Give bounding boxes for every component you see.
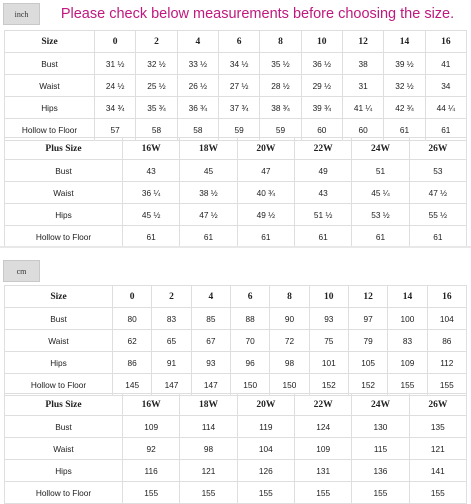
measurement-value-cell: 36 ¾ [177, 97, 218, 119]
measurement-value-cell: 75 [309, 330, 348, 352]
measurement-label-cell: Hips [5, 204, 123, 226]
measurement-value-cell: 121 [180, 460, 237, 482]
measurement-value-cell: 39 ¾ [301, 97, 342, 119]
size-header-cell: 22W [294, 394, 351, 416]
header-label-cell: Plus Size [5, 394, 123, 416]
measurement-value-cell: 59 [218, 119, 259, 141]
measurement-value-cell: 67 [191, 330, 230, 352]
size-table-cm-regular [4, 285, 467, 396]
measurement-value-cell: 44 ¼ [425, 97, 466, 119]
measurement-label-cell: Waist [5, 182, 123, 204]
table-row [5, 75, 467, 97]
table-header-row [5, 31, 467, 53]
size-header-cell: 14 [384, 31, 425, 53]
measurement-value-cell: 93 [191, 352, 230, 374]
measurement-value-cell: 147 [152, 374, 191, 396]
size-header-cell: 14 [388, 286, 427, 308]
measurement-value-cell: 49 [294, 160, 351, 182]
measurement-value-cell: 47 ½ [409, 182, 466, 204]
measurement-value-cell: 47 ½ [180, 204, 237, 226]
measurement-value-cell: 136 [352, 460, 409, 482]
measurement-value-cell: 40 ¾ [237, 182, 294, 204]
measurement-value-cell: 131 [294, 460, 351, 482]
table-row [5, 97, 467, 119]
measurement-value-cell: 79 [348, 330, 387, 352]
measurement-label-cell: Bust [5, 160, 123, 182]
size-header-cell: 22W [294, 138, 351, 160]
size-header-cell: 4 [177, 31, 218, 53]
size-header-cell: 18W [180, 394, 237, 416]
measurement-value-cell: 155 [388, 374, 427, 396]
measurement-value-cell: 41 [425, 53, 466, 75]
size-header-cell: 0 [113, 286, 152, 308]
table-header-row [5, 394, 467, 416]
measurement-value-cell: 61 [123, 226, 180, 248]
measurement-value-cell: 96 [230, 352, 269, 374]
measurement-value-cell: 47 [237, 160, 294, 182]
size-header-cell: 16W [123, 138, 180, 160]
measurement-value-cell: 58 [177, 119, 218, 141]
measurement-value-cell: 83 [388, 330, 427, 352]
size-header-cell: 16 [425, 31, 466, 53]
size-header-cell: 20W [237, 394, 294, 416]
unit-tab-inch [3, 3, 40, 25]
measurement-label-cell: Waist [5, 330, 113, 352]
measurement-value-cell: 155 [237, 482, 294, 504]
measurement-value-cell: 61 [237, 226, 294, 248]
measurement-value-cell: 53 [409, 160, 466, 182]
unit-label: inch [14, 9, 29, 19]
measurement-value-cell: 45 [180, 160, 237, 182]
measurement-value-cell: 135 [409, 416, 466, 438]
measurement-label-cell: Bust [5, 308, 113, 330]
measurement-value-cell: 61 [180, 226, 237, 248]
measurement-label-cell: Hollow to Floor [5, 374, 113, 396]
measurement-value-cell: 101 [309, 352, 348, 374]
measurement-value-cell: 104 [237, 438, 294, 460]
measurement-value-cell: 98 [180, 438, 237, 460]
measurement-value-cell: 31 [342, 75, 383, 97]
measurement-value-cell: 126 [237, 460, 294, 482]
measurement-value-cell: 150 [230, 374, 269, 396]
measurement-value-cell: 150 [270, 374, 309, 396]
measurement-value-cell: 57 [95, 119, 136, 141]
measurement-label-cell: Hollow to Floor [5, 119, 95, 141]
measurement-value-cell: 104 [427, 308, 466, 330]
measurement-value-cell: 43 [294, 182, 351, 204]
size-header-cell: 8 [260, 31, 301, 53]
table-row [5, 182, 467, 204]
measurement-value-cell: 27 ½ [218, 75, 259, 97]
measurement-value-cell: 90 [270, 308, 309, 330]
measurement-value-cell: 51 ½ [294, 204, 351, 226]
measurement-value-cell: 61 [294, 226, 351, 248]
size-header-cell: 16W [123, 394, 180, 416]
measurement-value-cell: 38 ¾ [260, 97, 301, 119]
header-label-cell: Size [5, 286, 113, 308]
measurement-value-cell: 145 [113, 374, 152, 396]
table-row [5, 53, 467, 75]
measurement-value-cell: 141 [409, 460, 466, 482]
measurement-value-cell: 130 [352, 416, 409, 438]
measurement-value-cell: 34 ¾ [95, 97, 136, 119]
measurement-value-cell: 72 [270, 330, 309, 352]
measurement-value-cell: 37 ¾ [218, 97, 259, 119]
measurement-value-cell: 36 ½ [301, 53, 342, 75]
measurement-value-cell: 35 ¾ [136, 97, 177, 119]
measurement-value-cell: 58 [136, 119, 177, 141]
plus-size-table-cm [4, 393, 467, 504]
measurement-value-cell: 105 [348, 352, 387, 374]
measurement-value-cell: 98 [270, 352, 309, 374]
measurement-label-cell: Hips [5, 97, 95, 119]
table-row [5, 416, 467, 438]
measurement-value-cell: 119 [237, 416, 294, 438]
measurement-value-cell: 60 [301, 119, 342, 141]
measurement-value-cell: 24 ½ [95, 75, 136, 97]
table-row [5, 308, 467, 330]
measurement-value-cell: 155 [294, 482, 351, 504]
measurement-value-cell: 91 [152, 352, 191, 374]
table-row [5, 438, 467, 460]
size-header-cell: 12 [342, 31, 383, 53]
size-header-cell: 8 [270, 286, 309, 308]
measurement-value-cell: 25 ½ [136, 75, 177, 97]
measurement-value-cell: 86 [427, 330, 466, 352]
measurement-value-cell: 92 [123, 438, 180, 460]
plus-size-table-inch [4, 137, 467, 248]
measurement-label-cell: Hips [5, 352, 113, 374]
measurement-value-cell: 115 [352, 438, 409, 460]
measurement-value-cell: 62 [113, 330, 152, 352]
measurement-value-cell: 61 [352, 226, 409, 248]
table-row [5, 460, 467, 482]
size-header-cell: 16 [427, 286, 466, 308]
section-divider [0, 246, 471, 248]
measurement-value-cell: 155 [409, 482, 466, 504]
measurement-value-cell: 155 [180, 482, 237, 504]
measurement-label-cell: Waist [5, 438, 123, 460]
table-row [5, 204, 467, 226]
size-header-cell: 2 [136, 31, 177, 53]
measurement-value-cell: 53 ½ [352, 204, 409, 226]
measurement-value-cell: 51 [352, 160, 409, 182]
measurement-value-cell: 109 [123, 416, 180, 438]
measurement-value-cell: 121 [409, 438, 466, 460]
page-headline: Please check below measurements before choosing the size. [60, 6, 455, 22]
size-header-cell: 6 [218, 31, 259, 53]
measurement-label-cell: Bust [5, 53, 95, 75]
size-header-cell: 18W [180, 138, 237, 160]
table-row [5, 330, 467, 352]
size-header-cell: 12 [348, 286, 387, 308]
measurement-value-cell: 34 [425, 75, 466, 97]
size-header-cell: 24W [352, 138, 409, 160]
measurement-value-cell: 36 ¼ [123, 182, 180, 204]
header-label-cell: Plus Size [5, 138, 123, 160]
measurement-value-cell: 35 ½ [260, 53, 301, 75]
measurement-value-cell: 34 ½ [218, 53, 259, 75]
size-header-cell: 10 [309, 286, 348, 308]
measurement-value-cell: 41 ¼ [342, 97, 383, 119]
measurement-value-cell: 93 [309, 308, 348, 330]
measurement-value-cell: 42 ¾ [384, 97, 425, 119]
size-header-cell: 20W [237, 138, 294, 160]
header-label-cell: Size [5, 31, 95, 53]
size-header-cell: 10 [301, 31, 342, 53]
measurement-value-cell: 114 [180, 416, 237, 438]
size-header-cell: 24W [352, 394, 409, 416]
measurement-value-cell: 38 [342, 53, 383, 75]
measurement-value-cell: 26 ½ [177, 75, 218, 97]
measurement-value-cell: 109 [294, 438, 351, 460]
measurement-value-cell: 61 [384, 119, 425, 141]
measurement-value-cell: 109 [388, 352, 427, 374]
unit-tab-cm [3, 260, 40, 282]
measurement-value-cell: 155 [427, 374, 466, 396]
size-header-cell: 6 [230, 286, 269, 308]
measurement-value-cell: 112 [427, 352, 466, 374]
measurement-value-cell: 43 [123, 160, 180, 182]
measurement-value-cell: 28 ½ [260, 75, 301, 97]
measurement-value-cell: 45 ½ [123, 204, 180, 226]
measurement-value-cell: 147 [191, 374, 230, 396]
measurement-value-cell: 155 [123, 482, 180, 504]
measurement-value-cell: 55 ½ [409, 204, 466, 226]
table-header-row [5, 138, 467, 160]
measurement-value-cell: 152 [348, 374, 387, 396]
measurement-value-cell: 38 ½ [180, 182, 237, 204]
size-header-cell: 2 [152, 286, 191, 308]
table-row [5, 482, 467, 504]
measurement-value-cell: 45 ¼ [352, 182, 409, 204]
measurement-value-cell: 61 [409, 226, 466, 248]
measurement-label-cell: Hollow to Floor [5, 482, 123, 504]
measurement-value-cell: 59 [260, 119, 301, 141]
size-header-cell: 26W [409, 138, 466, 160]
measurement-value-cell: 60 [342, 119, 383, 141]
measurement-value-cell: 61 [425, 119, 466, 141]
measurement-label-cell: Hollow to Floor [5, 226, 123, 248]
measurement-value-cell: 32 ½ [384, 75, 425, 97]
measurement-value-cell: 152 [309, 374, 348, 396]
measurement-value-cell: 32 ½ [136, 53, 177, 75]
measurement-value-cell: 29 ½ [301, 75, 342, 97]
measurement-value-cell: 86 [113, 352, 152, 374]
measurement-value-cell: 97 [348, 308, 387, 330]
measurement-value-cell: 80 [113, 308, 152, 330]
size-header-cell: 4 [191, 286, 230, 308]
measurement-value-cell: 70 [230, 330, 269, 352]
size-header-cell: 26W [409, 394, 466, 416]
measurement-value-cell: 155 [352, 482, 409, 504]
measurement-value-cell: 88 [230, 308, 269, 330]
measurement-value-cell: 100 [388, 308, 427, 330]
measurement-value-cell: 85 [191, 308, 230, 330]
table-row [5, 226, 467, 248]
table-row [5, 160, 467, 182]
measurement-label-cell: Bust [5, 416, 123, 438]
table-row [5, 352, 467, 374]
size-table-inch-regular [4, 30, 467, 141]
measurement-value-cell: 116 [123, 460, 180, 482]
size-header-cell: 0 [95, 31, 136, 53]
measurement-value-cell: 65 [152, 330, 191, 352]
measurement-label-cell: Waist [5, 75, 95, 97]
unit-label: cm [16, 266, 27, 276]
measurement-value-cell: 33 ½ [177, 53, 218, 75]
measurement-value-cell: 39 ½ [384, 53, 425, 75]
table-header-row [5, 286, 467, 308]
measurement-value-cell: 83 [152, 308, 191, 330]
measurement-value-cell: 49 ½ [237, 204, 294, 226]
measurement-value-cell: 124 [294, 416, 351, 438]
measurement-value-cell: 31 ½ [95, 53, 136, 75]
measurement-label-cell: Hips [5, 460, 123, 482]
